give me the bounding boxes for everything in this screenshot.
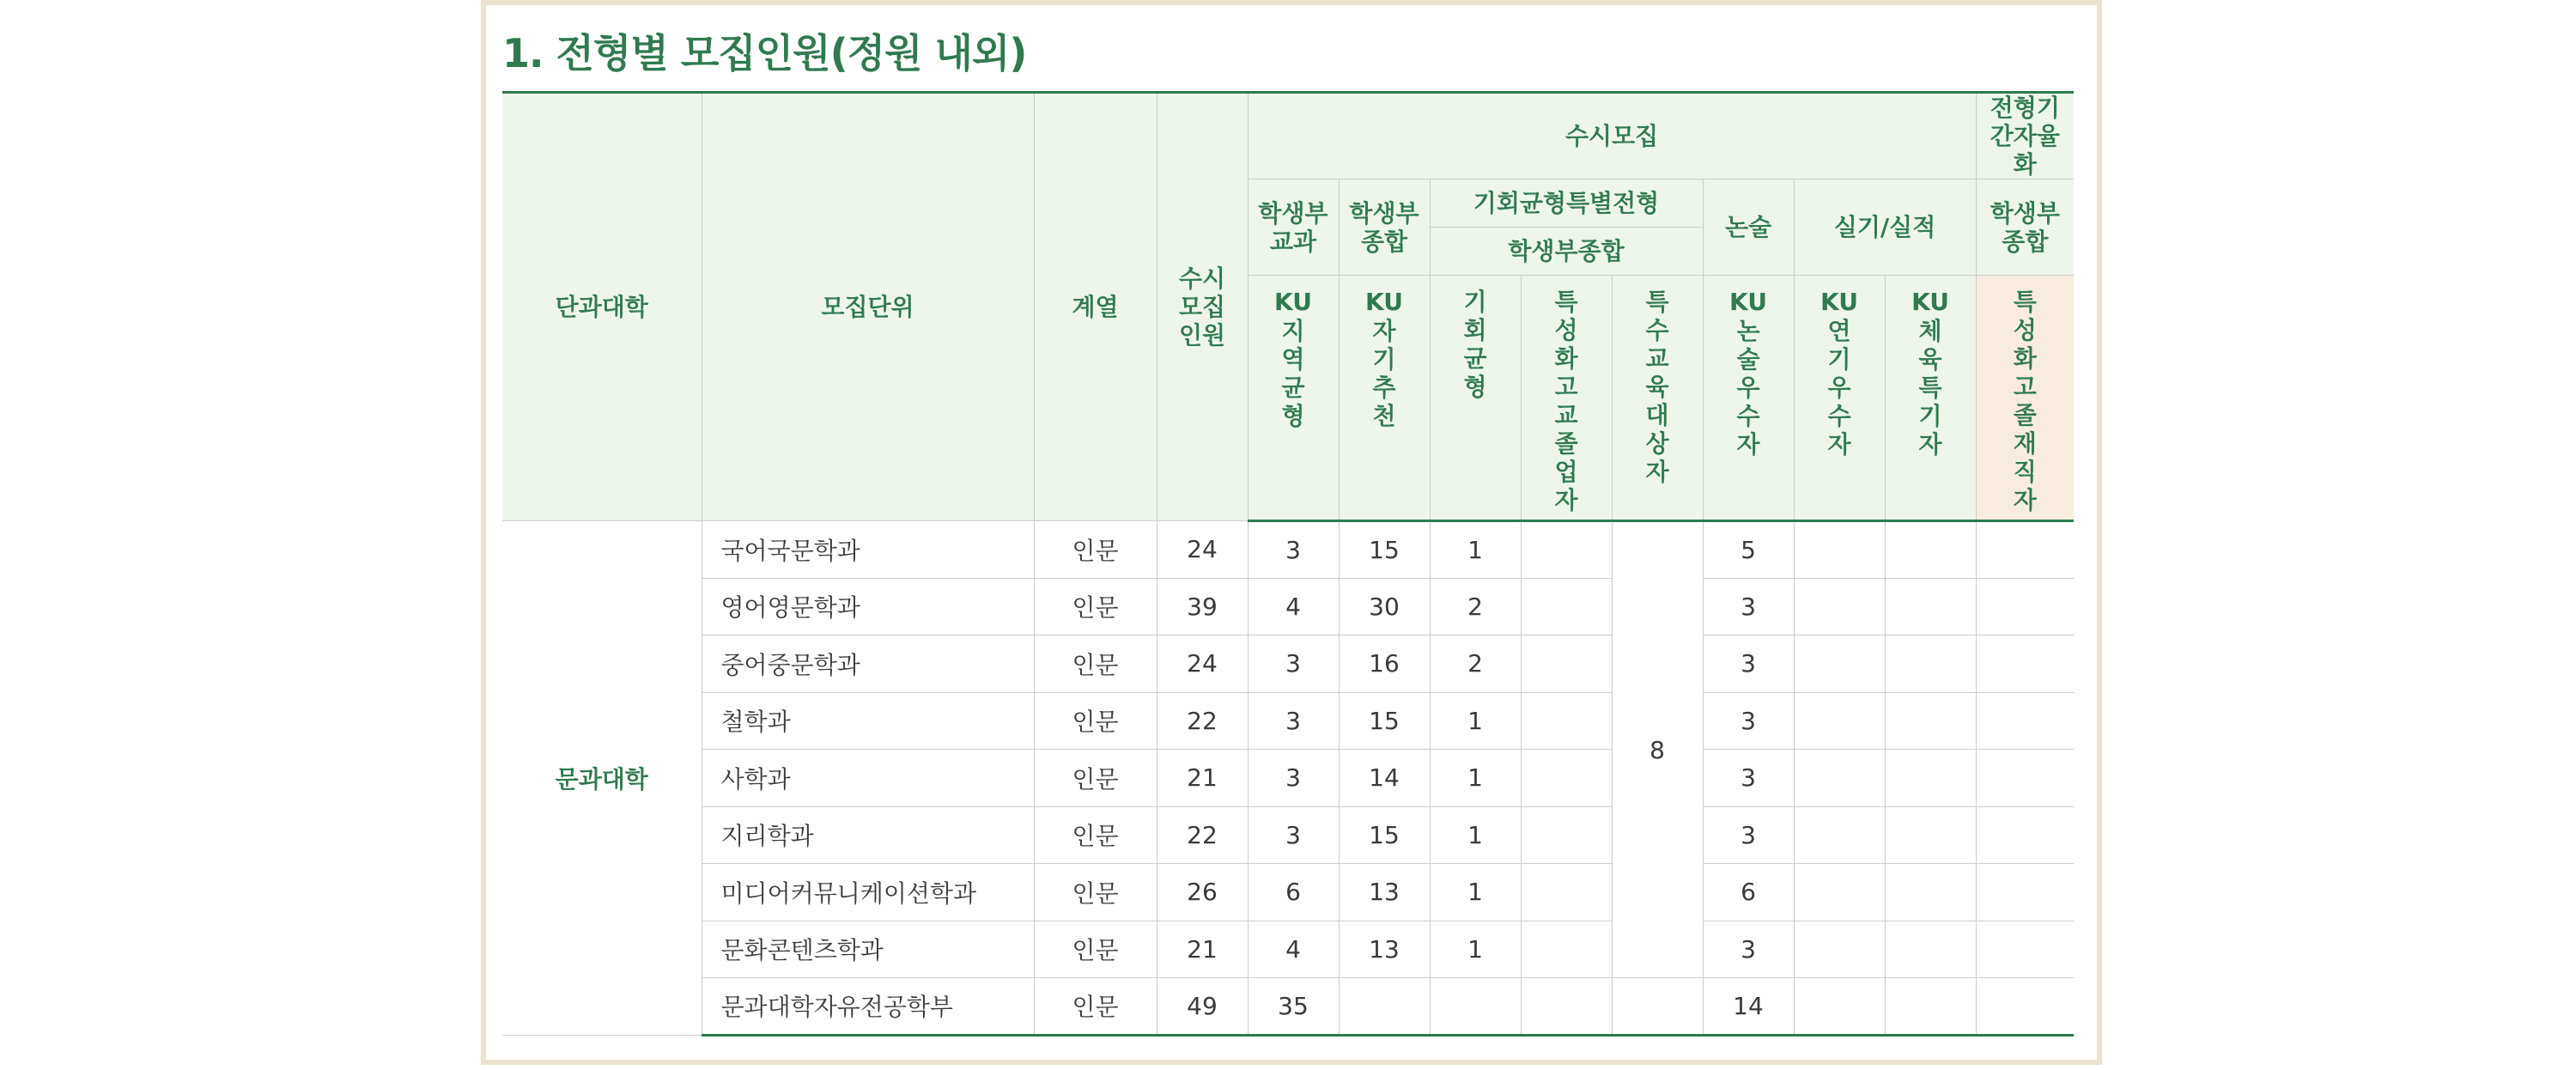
college-cell: 문과대학 bbox=[502, 521, 702, 1036]
opportunity-cell: 1 bbox=[1430, 521, 1521, 579]
worker-cell bbox=[1976, 806, 2074, 864]
opportunity-cell: 1 bbox=[1430, 750, 1521, 807]
header-practical: 실기/실적 bbox=[1794, 179, 1976, 276]
header-self-comp: 학생부종합 bbox=[1976, 179, 2074, 276]
essay-cell: 5 bbox=[1703, 521, 1794, 579]
opportunity-cell: 2 bbox=[1430, 578, 1521, 635]
region-cell: 35 bbox=[1248, 978, 1339, 1036]
header-track: 계열 bbox=[1034, 93, 1157, 521]
opportunity-cell: 1 bbox=[1430, 806, 1521, 864]
unit-cell: 국어국문학과 bbox=[702, 521, 1034, 579]
region-cell: 3 bbox=[1248, 692, 1339, 750]
sports-cell bbox=[1885, 750, 1976, 807]
acting-cell bbox=[1794, 921, 1885, 978]
vocational-cell bbox=[1521, 978, 1612, 1036]
header-col-opportunity: 기회균형 bbox=[1430, 276, 1521, 521]
essay-cell: 6 bbox=[1703, 864, 1794, 921]
acting-cell bbox=[1794, 750, 1885, 807]
region-cell: 3 bbox=[1248, 750, 1339, 807]
region-cell: 3 bbox=[1248, 521, 1339, 579]
region-cell: 3 bbox=[1248, 635, 1339, 693]
region-cell: 6 bbox=[1248, 864, 1339, 921]
worker-cell bbox=[1976, 635, 2074, 693]
track-cell: 인문 bbox=[1034, 864, 1157, 921]
opportunity-cell: 1 bbox=[1430, 864, 1521, 921]
header-selfregulated: 전형기간자율화 bbox=[1976, 93, 2074, 179]
header-hs-comprehensive: 학생부종합 bbox=[1339, 179, 1430, 276]
unit-cell: 사학과 bbox=[702, 750, 1034, 807]
track-cell: 인문 bbox=[1034, 521, 1157, 579]
track-cell: 인문 bbox=[1034, 578, 1157, 635]
self-cell bbox=[1339, 978, 1430, 1036]
acting-cell bbox=[1794, 806, 1885, 864]
unit-cell: 철학과 bbox=[702, 692, 1034, 750]
vocational-cell bbox=[1521, 806, 1612, 864]
vocational-cell bbox=[1521, 635, 1612, 693]
sports-cell bbox=[1885, 978, 1976, 1036]
acting-cell bbox=[1794, 578, 1885, 635]
worker-cell bbox=[1976, 864, 2074, 921]
unit-cell: 문화콘텐츠학과 bbox=[702, 921, 1034, 978]
track-cell: 인문 bbox=[1034, 921, 1157, 978]
header-hs-subject: 학생부교과 bbox=[1248, 179, 1339, 276]
total-cell: 21 bbox=[1157, 750, 1248, 807]
total-cell: 21 bbox=[1157, 921, 1248, 978]
header-college: 단과대학 bbox=[502, 93, 702, 521]
total-cell: 22 bbox=[1157, 806, 1248, 864]
opportunity-cell: 2 bbox=[1430, 635, 1521, 693]
self-cell: 15 bbox=[1339, 521, 1430, 579]
vocational-cell bbox=[1521, 578, 1612, 635]
self-cell: 13 bbox=[1339, 864, 1430, 921]
admission-table bbox=[502, 91, 2074, 1037]
self-cell: 14 bbox=[1339, 750, 1430, 807]
track-cell: 인문 bbox=[1034, 750, 1157, 807]
unit-cell: 미디어커뮤니케이션학과 bbox=[702, 864, 1034, 921]
worker-cell bbox=[1976, 578, 2074, 635]
opportunity-cell: 1 bbox=[1430, 692, 1521, 750]
table-row bbox=[502, 521, 2074, 579]
header-unit: 모집단위 bbox=[702, 93, 1034, 521]
sports-cell bbox=[1885, 635, 1976, 693]
header-col-vocational: 특성화고교졸업자 bbox=[1521, 276, 1612, 521]
self-cell: 15 bbox=[1339, 806, 1430, 864]
vocational-cell bbox=[1521, 750, 1612, 807]
table-body bbox=[502, 521, 2074, 1036]
acting-cell bbox=[1794, 692, 1885, 750]
essay-cell: 3 bbox=[1703, 806, 1794, 864]
table-row bbox=[502, 806, 2074, 864]
unit-cell: 중어중문학과 bbox=[702, 635, 1034, 693]
sports-cell bbox=[1885, 921, 1976, 978]
vocational-cell bbox=[1521, 921, 1612, 978]
vocational-cell bbox=[1521, 521, 1612, 579]
essay-cell: 3 bbox=[1703, 921, 1794, 978]
worker-cell bbox=[1976, 521, 2074, 579]
track-cell: 인문 bbox=[1034, 978, 1157, 1036]
self-cell: 15 bbox=[1339, 692, 1430, 750]
total-cell: 24 bbox=[1157, 635, 1248, 693]
sports-cell bbox=[1885, 806, 1976, 864]
self-cell: 16 bbox=[1339, 635, 1430, 693]
header-opportunity: 기회균형특별전형 bbox=[1430, 179, 1703, 228]
total-cell: 24 bbox=[1157, 521, 1248, 579]
header-susi-total: 수시모집인원 bbox=[1157, 93, 1248, 521]
section-title: 1. 전형별 모집인원(정원 내외) bbox=[502, 30, 1027, 76]
track-cell: 인문 bbox=[1034, 806, 1157, 864]
opportunity-cell bbox=[1430, 978, 1521, 1036]
region-cell: 3 bbox=[1248, 806, 1339, 864]
table-row bbox=[502, 578, 2074, 635]
self-cell: 13 bbox=[1339, 921, 1430, 978]
header-essay: 논술 bbox=[1703, 179, 1794, 276]
worker-cell bbox=[1976, 978, 2074, 1036]
essay-cell: 3 bbox=[1703, 750, 1794, 807]
header-col-self: KU 자기추천 bbox=[1339, 276, 1430, 521]
essay-cell: 3 bbox=[1703, 578, 1794, 635]
header-col-special-ed: 특수교육대상자 bbox=[1612, 276, 1703, 521]
table-row bbox=[502, 750, 2074, 807]
unit-cell: 문과대학자유전공학부 bbox=[702, 978, 1034, 1036]
sports-cell bbox=[1885, 578, 1976, 635]
total-cell: 22 bbox=[1157, 692, 1248, 750]
vocational-cell bbox=[1521, 864, 1612, 921]
essay-cell: 3 bbox=[1703, 635, 1794, 693]
region-cell: 4 bbox=[1248, 921, 1339, 978]
header-col-region: KU 지역균형 bbox=[1248, 276, 1339, 521]
header-col-essay: KU 논술우수자 bbox=[1703, 276, 1794, 521]
essay-cell: 14 bbox=[1703, 978, 1794, 1036]
table-row bbox=[502, 921, 2074, 978]
track-cell: 인문 bbox=[1034, 692, 1157, 750]
opportunity-cell: 1 bbox=[1430, 921, 1521, 978]
table-row bbox=[502, 635, 2074, 693]
special-ed-cell bbox=[1612, 978, 1703, 1036]
table-row bbox=[502, 692, 2074, 750]
unit-cell: 영어영문학과 bbox=[702, 578, 1034, 635]
table-row bbox=[502, 978, 2074, 1036]
self-cell: 30 bbox=[1339, 578, 1430, 635]
sports-cell bbox=[1885, 521, 1976, 579]
acting-cell bbox=[1794, 521, 1885, 579]
special-ed-merged-cell: 8 bbox=[1612, 521, 1703, 978]
essay-cell: 3 bbox=[1703, 692, 1794, 750]
table-header bbox=[502, 93, 2074, 521]
track-cell: 인문 bbox=[1034, 635, 1157, 693]
acting-cell bbox=[1794, 864, 1885, 921]
header-col-acting: KU 연기우수자 bbox=[1794, 276, 1885, 521]
header-col-worker: 특성화고졸재직자 bbox=[1976, 276, 2074, 521]
unit-cell: 지리학과 bbox=[702, 806, 1034, 864]
sports-cell bbox=[1885, 864, 1976, 921]
sports-cell bbox=[1885, 692, 1976, 750]
total-cell: 39 bbox=[1157, 578, 1248, 635]
region-cell: 4 bbox=[1248, 578, 1339, 635]
total-cell: 26 bbox=[1157, 864, 1248, 921]
worker-cell bbox=[1976, 750, 2074, 807]
table-row bbox=[502, 864, 2074, 921]
total-cell: 49 bbox=[1157, 978, 1248, 1036]
acting-cell bbox=[1794, 635, 1885, 693]
header-opportunity-sub: 학생부종합 bbox=[1430, 228, 1703, 276]
worker-cell bbox=[1976, 921, 2074, 978]
worker-cell bbox=[1976, 692, 2074, 750]
acting-cell bbox=[1794, 978, 1885, 1036]
vocational-cell bbox=[1521, 692, 1612, 750]
header-susi: 수시모집 bbox=[1248, 93, 1976, 179]
header-col-sports: KU 체육특기자 bbox=[1885, 276, 1976, 521]
